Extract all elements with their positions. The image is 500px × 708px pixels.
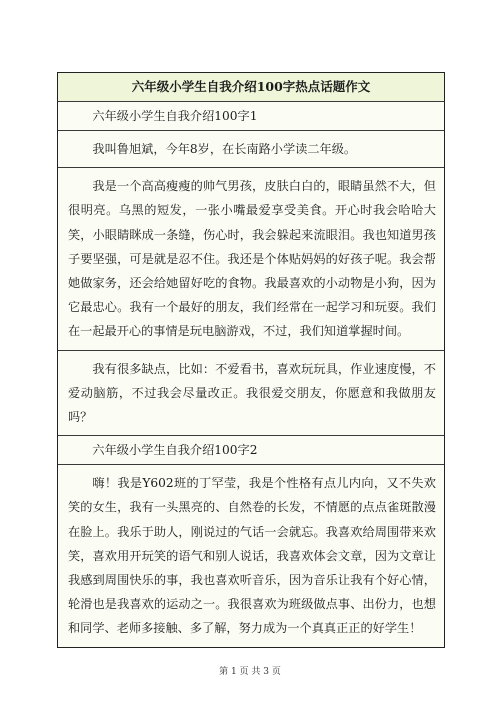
section-1-paragraph-1: 我叫鲁旭斌，今年8岁，在长南路小学读二年级。: [58, 130, 444, 167]
page-footer: 第 1 页 共 3 页: [219, 667, 281, 677]
section-1-paragraph-3: 我有很多缺点，比如：不爱看书，喜欢玩玩具，作业速度慢，不爱动脑筋，不过我会尽量改正。我很爱交朋友，你愿意和我做朋友吗？: [58, 350, 444, 436]
section-2-heading: 六年级小学生自我介绍100字2: [58, 435, 444, 464]
essay-table: [57, 72, 445, 648]
section-1-heading: 六年级小学生自我介绍100字1: [58, 101, 444, 130]
section-2-paragraph-1: 嗨！我是Y602班的丁罕莹，我是个性格有点儿内向，又不失欢笑的女生，我有一头黑亮的、自然卷的长发，不情愿的点点雀斑散漫在脸上。我乐于助人，刚说过的气话一会就忘。我喜欢给周围带来欢笑，喜欢用开玩笑的语气和别人说话，我喜欢体会文章，因为文章让我感到周围快乐的事，我也喜欢听音乐，因为音乐让我有个好心情，轮滑也是我喜欢的运动之一。我很喜欢为班级做点事、出份力，也想和同学、老师多接触、多了解，努力成为一个真真正正的好学生！: [58, 464, 444, 646]
section-1-paragraph-2: 我是一个高高瘦瘦的帅气男孩，皮肤白白的，眼睛虽然不大，但很明亮。乌黑的短发，一张小嘴最爱享受美食。开心时我会哈哈大笑，小眼睛眯成一条缝，伤心时，我会躲起来流眼泪。我也知道男孩子要坚强，可是就是忍不住。我还是个体贴妈妈的好孩子呢。我会帮她做家务，还会给她留好吃的食物。我最喜欢的小动物是小狗，因为它最忠心。我有一个最好的朋友，我们经常在一起学习和玩耍。我们在一起最开心的事情是玩电脑游戏，不过，我们知道掌握时间。: [58, 167, 444, 349]
document-title: 六年级小学生自我介绍100字热点话题作文: [58, 73, 444, 101]
